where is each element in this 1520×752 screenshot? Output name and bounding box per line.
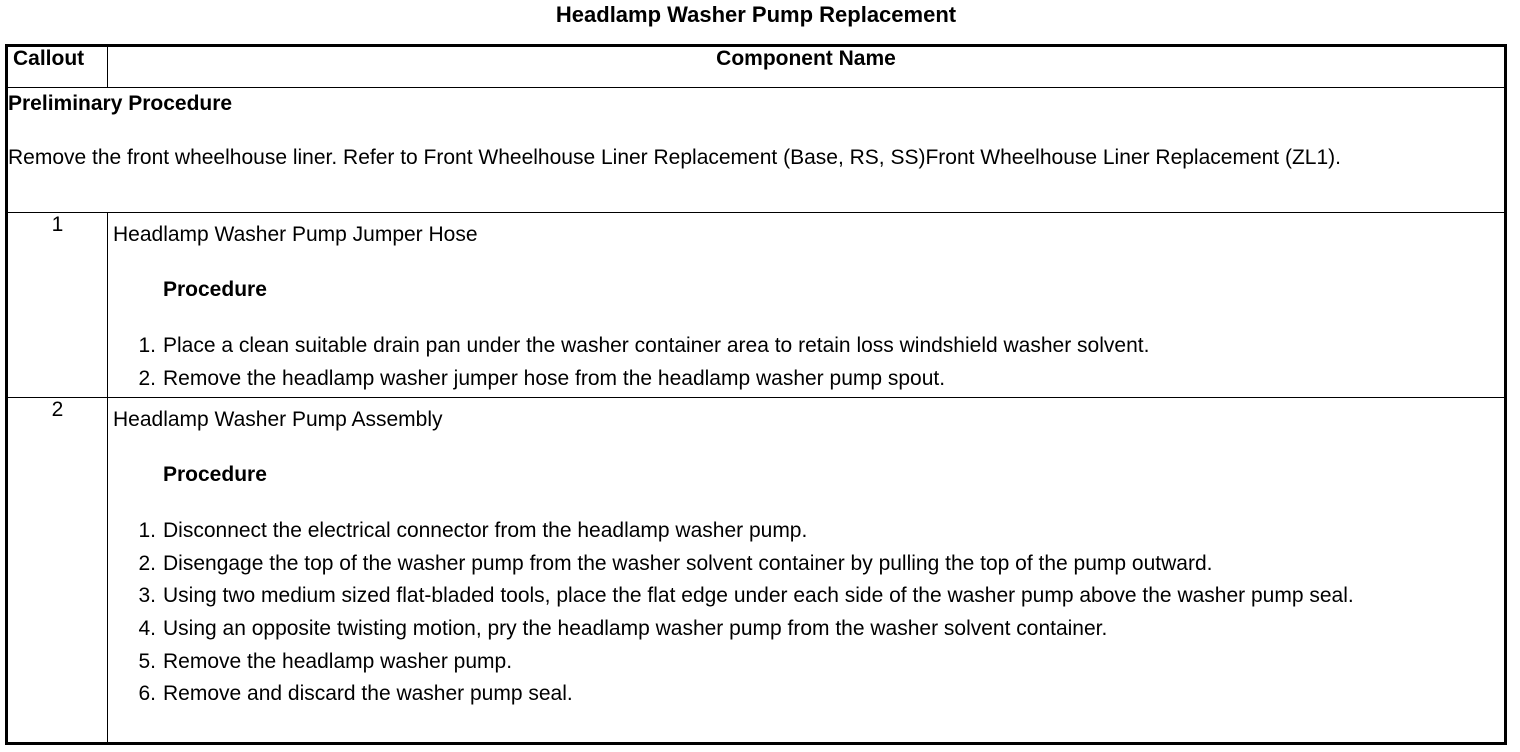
preliminary-text: Remove the front wheelhouse liner. Refer to Front Wheelhouse Liner Replacement (Base, RS, SS)Front Wheelhouse Liner Replacement (ZL1). bbox=[8, 146, 1341, 169]
preliminary-title: Preliminary Procedure bbox=[8, 92, 233, 115]
table-header-row bbox=[7, 46, 1506, 88]
procedure-label: Procedure bbox=[163, 278, 267, 301]
column-header-callout: Callout bbox=[7, 46, 108, 88]
list-item: 2. Disengage the top of the washer pump from the washer solvent container by pulling the top of the pump outward. bbox=[138, 551, 1213, 575]
component-cell bbox=[108, 213, 1506, 398]
list-item: 2. Remove the headlamp washer jumper hose from the headlamp washer pump spout. bbox=[138, 366, 946, 390]
preliminary-row bbox=[7, 88, 1506, 213]
preliminary-cell bbox=[7, 88, 1506, 213]
page-title: Headlamp Washer Pump Replacement bbox=[555, 2, 957, 27]
step-list bbox=[113, 330, 1498, 395]
list-item: 1. Place a clean suitable drain pan under the washer container area to retain loss windshield washer solvent. bbox=[138, 334, 1150, 357]
list-item: 3. Using two medium sized flat-bladed tools, place the flat edge under each side of the washer pump above the washer pump seal. bbox=[138, 584, 1354, 607]
table-row bbox=[7, 213, 1506, 398]
column-header-component-name: Component Name bbox=[108, 46, 1506, 88]
list-item: 4. Using an opposite twisting motion, pry the headlamp washer pump from the washer solvent container. bbox=[138, 617, 1108, 640]
list-item: 6. Remove and discard the washer pump seal. bbox=[138, 682, 573, 705]
component-name: Headlamp Washer Pump Jumper Hose bbox=[113, 223, 478, 246]
list-item: 1. Disconnect the electrical connector from the headlamp washer pump. bbox=[138, 519, 808, 542]
table-row bbox=[7, 398, 1506, 744]
callout-number: 2 bbox=[7, 398, 108, 744]
procedure-table bbox=[5, 44, 1507, 745]
procedure-label: Procedure bbox=[163, 463, 267, 486]
list-item: 5. Remove the headlamp washer pump. bbox=[138, 649, 513, 673]
component-name: Headlamp Washer Pump Assembly bbox=[113, 408, 443, 431]
component-cell bbox=[108, 398, 1506, 744]
callout-number: 1 bbox=[7, 213, 108, 398]
step-list bbox=[113, 515, 1498, 711]
